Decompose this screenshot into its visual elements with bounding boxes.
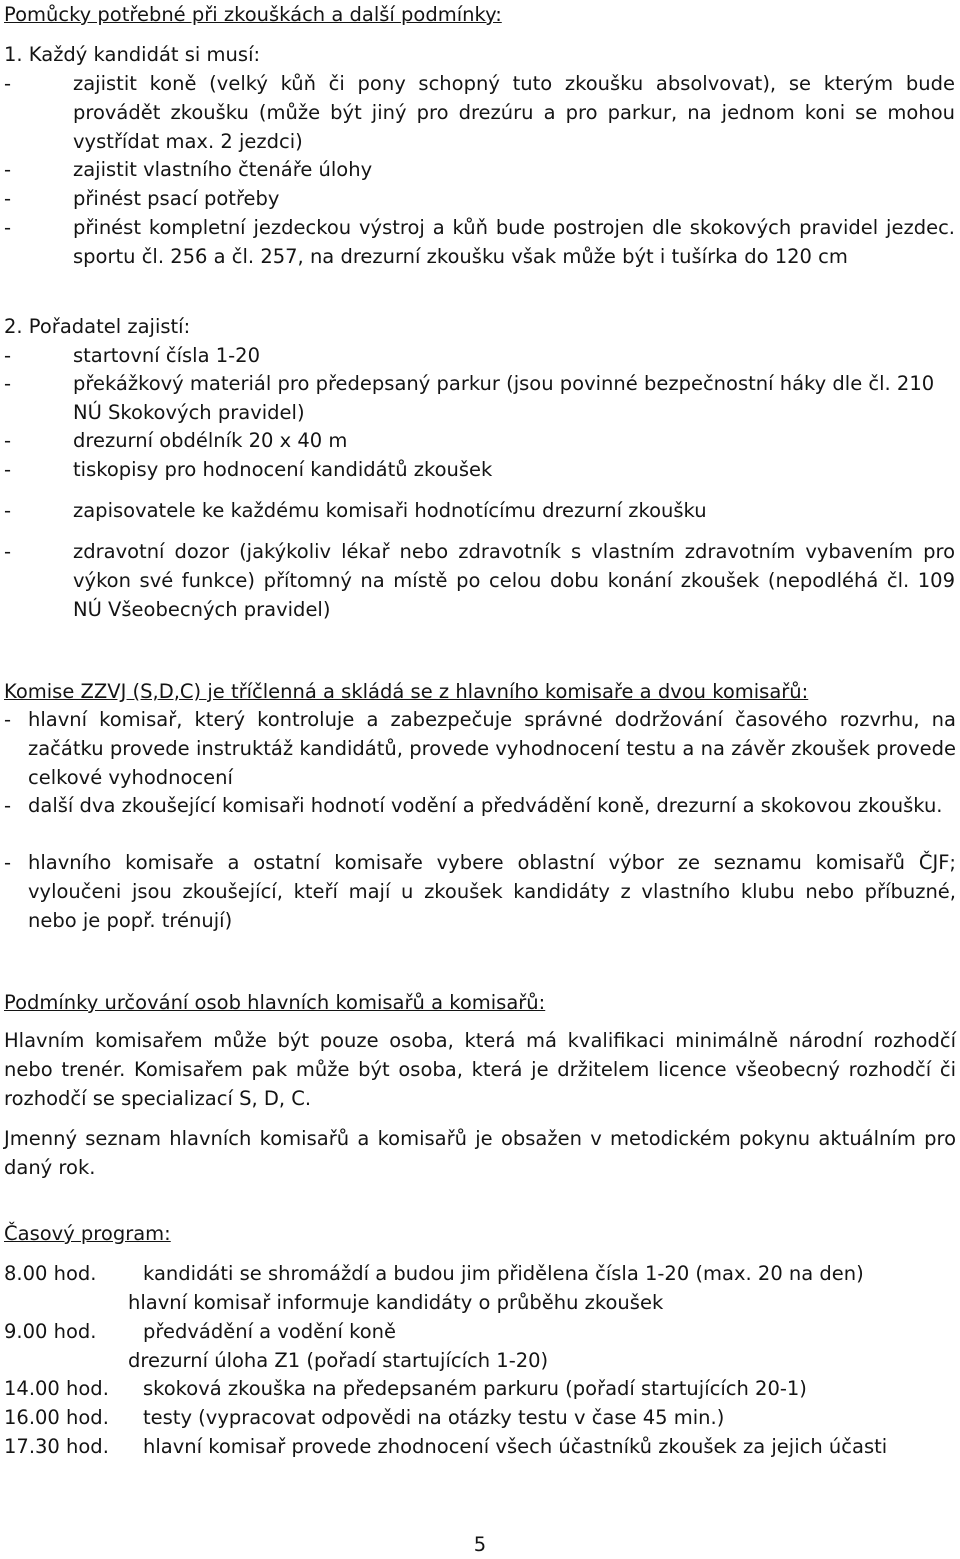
section-heading-aids: Pomůcky potřebné při zkouškách a další podmínky: (4, 3, 502, 26)
schedule-time: 16.00 hod. (4, 1406, 109, 1429)
list-item: zajistit koně (velký kůň či pony schopný tuto zkoušku absolvovat), se kterým bude provádět zkoušku (může být jiný pro drezúru a pro parkur, na jednom koni se mohou vystřídat max. 2 jezdci) (73, 72, 955, 153)
list-item: hlavní komisař, který kontroluje a zabezpečuje správné dodržování časového rozvrhu, na začátku provede instruktáž kandidátů, provede vyhodnocení testu a na závěr zkoušek provede celkové vyhodnocení (28, 708, 956, 789)
list-item: tiskopisy pro hodnocení kandidátů zkoušek (73, 458, 493, 481)
schedule-description: skoková zkouška na předepsaném parkuru (pořadí startujících 20-1) (143, 1377, 807, 1400)
schedule-time: 17.30 hod. (4, 1435, 109, 1458)
schedule-description: testy (vypracovat odpovědi na otázky testu v čase 45 min.) (143, 1406, 725, 1429)
section-heading-commission: Komise ZZVJ (S,D,C) je tříčlenná a skládá se z hlavního komisaře a dvou komisařů: (4, 680, 809, 703)
schedule-description-continued: hlavní komisař informuje kandidáty o průběhu zkoušek (128, 1291, 664, 1314)
conditions-paragraph-1: Hlavním komisařem může být pouze osoba, která má kvalifikaci minimálně národní rozhodčí nebo trenér. Komisařem pak může být osoba, která je držitelem licence všeobecný rozhodčí či rozhodčí se specializací S, D, C. (4, 1029, 956, 1110)
bullet-dash: - (4, 851, 12, 874)
list-item: zapisovatele ke každému komisaři hodnotícímu drezurní zkoušku (73, 499, 707, 522)
list-item: přinést kompletní jezdeckou výstroj a kůň bude postrojen dle skokových pravidel jezdec. sportu čl. 256 a čl. 257, na drezurní zkoušku však může být i tušírka do 120 cm (73, 216, 955, 268)
schedule-description-continued: drezurní úloha Z1 (pořadí startujících 1-20) (128, 1349, 549, 1372)
bullet-dash: - (4, 344, 12, 367)
item-2-title: 2. Pořadatel zajistí: (4, 315, 191, 338)
schedule-time: 8.00 hod. (4, 1262, 97, 1285)
bullet-dash: - (4, 158, 12, 181)
page-number: 5 (473, 1533, 487, 1556)
bullet-dash: - (4, 540, 12, 563)
item-1-title: 1. Každý kandidát si musí: (4, 43, 261, 66)
bullet-dash: - (4, 708, 12, 731)
bullet-dash: - (4, 499, 12, 522)
schedule-description: kandidáti se shromáždí a budou jim přidělena čísla 1-20 (max. 20 na den) (143, 1262, 864, 1285)
section-heading-conditions: Podmínky určování osob hlavních komisařů a komisařů: (4, 991, 546, 1014)
bullet-dash: - (4, 372, 12, 395)
bullet-dash: - (4, 216, 12, 239)
bullet-dash: - (4, 429, 12, 452)
schedule-description: předvádění a vodění koně (143, 1320, 397, 1343)
list-item: zajistit vlastního čtenáře úlohy (73, 158, 373, 181)
list-item: startovní čísla 1-20 (73, 344, 260, 367)
list-item: další dva zkoušející komisaři hodnotí vodění a předvádění koně, drezurní a skokovou zkoušku. (28, 794, 943, 817)
section-heading-schedule: Časový program: (4, 1222, 171, 1245)
bullet-dash: - (4, 72, 12, 95)
bullet-dash: - (4, 187, 12, 210)
schedule-time: 9.00 hod. (4, 1320, 97, 1343)
list-item: přinést psací potřeby (73, 187, 280, 210)
conditions-paragraph-2: Jmenný seznam hlavních komisařů a komisařů je obsažen v metodickém pokynu aktuálním pro daný rok. (4, 1127, 956, 1179)
list-item: překážkový materiál pro předepsaný parkur (jsou povinné bezpečnostní háky dle čl. 210 NÚ Skokových pravidel) (73, 372, 935, 424)
bullet-dash: - (4, 794, 12, 817)
list-item: hlavního komisaře a ostatní komisaře vybere oblastní výbor ze seznamu komisařů ČJF; vyloučeni jsou zkoušející, kteří mají u zkoušek kandidáty z vlastního klubu nebo příbuzné, nebo je popř. trénují) (28, 851, 956, 932)
list-item: zdravotní dozor (jakýkoliv lékař nebo zdravotník s vlastním zdravotním vybavením pro výkon své funkce) přítomný na místě po celou dobu konání zkoušek (nepodléhá čl. 109 NÚ Všeobecných pravidel) (73, 540, 955, 621)
bullet-dash: - (4, 458, 12, 481)
list-item: drezurní obdélník 20 x 40 m (73, 429, 348, 452)
schedule-description: hlavní komisař provede zhodnocení všech účastníků zkoušek za jejich účasti (143, 1435, 888, 1458)
schedule-time: 14.00 hod. (4, 1377, 109, 1400)
